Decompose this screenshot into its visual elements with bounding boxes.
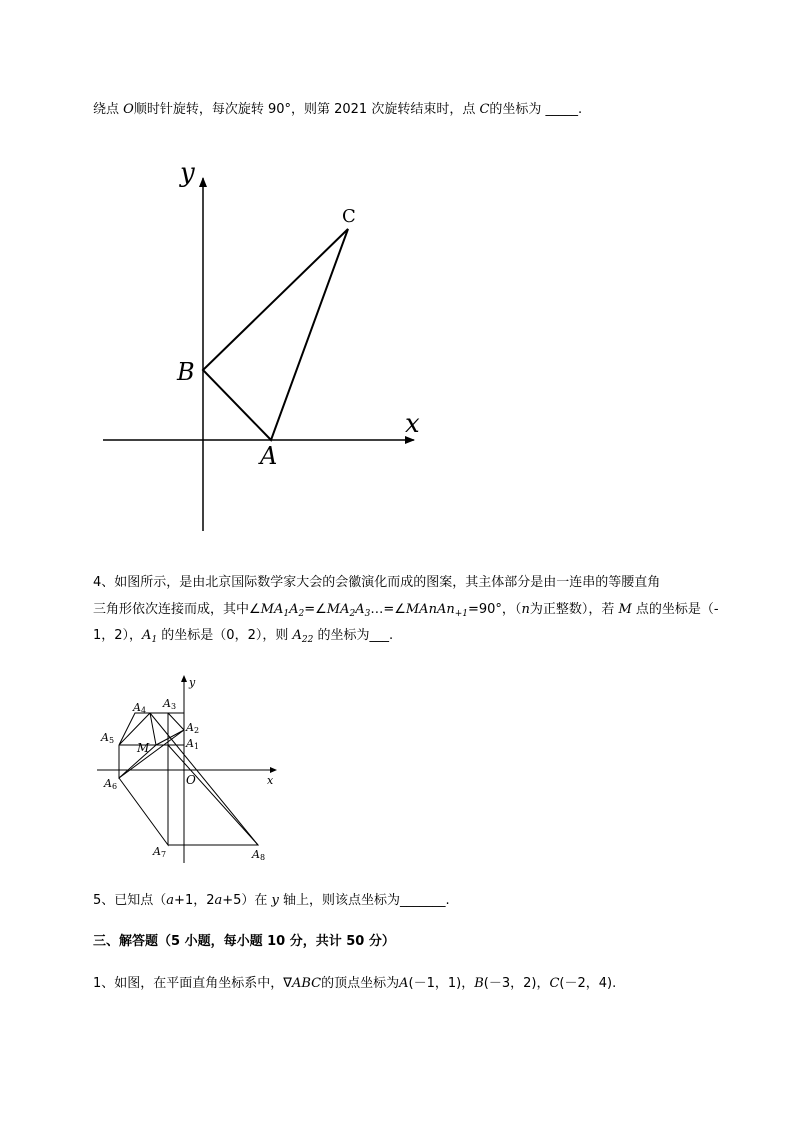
figure-2-spiral-diagram	[97, 676, 276, 863]
q3-text	[93, 101, 582, 119]
fig2-a1-label: A	[186, 737, 194, 750]
fig1-x-label: x	[405, 409, 420, 439]
fig1-y-label: y	[180, 158, 195, 188]
s3-q1-text: 1、如图，在平面直角坐标系中，∇ABC的顶点坐标为A(－1，1)，B(－3，2)，C(－2，4).	[93, 976, 617, 991]
svg-text:1: 1	[194, 742, 200, 751]
fig2-a4-label: A	[133, 701, 141, 714]
fig2-line-a6-a2	[119, 730, 184, 778]
svg-text:5: 5	[109, 736, 115, 745]
q4-line-1: 4、如图所示，是由北京国际数学家大会的会徽演化而成的图案，其主体部分是由一连串的等腰直角	[93, 575, 661, 590]
fig2-y-label: y	[189, 676, 196, 689]
fig1-c-label: C	[342, 206, 356, 227]
svg-text:2: 2	[194, 726, 200, 735]
svg-text:3: 3	[171, 702, 177, 711]
fig2-a2-label: A	[186, 721, 194, 734]
svg-text:6: 6	[112, 782, 118, 791]
fig2-tri-3	[150, 713, 168, 745]
svg-text:7: 7	[161, 850, 167, 859]
fig2-a5-label: A	[101, 731, 109, 744]
fig2-a3-label: A	[163, 697, 171, 710]
q3-text-2: 顺时针旋转，每次旋转 90°，则第 2021 次旋转结束时，点	[133, 102, 480, 117]
fig2-a8-label: A	[252, 848, 260, 861]
fig2-line-a4-a8	[150, 713, 258, 845]
fig2-tri-4	[119, 713, 150, 745]
fig2-a7-label: A	[153, 845, 161, 858]
q3-text-3: 的坐标为 _____.	[489, 102, 583, 117]
q3-text-1: 绕点	[93, 102, 124, 117]
fig2-labels	[100, 676, 274, 862]
fig2-tri-6	[119, 713, 168, 845]
svg-text:8: 8	[260, 853, 266, 862]
svg-text:4: 4	[141, 706, 147, 715]
fig2-tri-7	[168, 745, 258, 845]
q5-text: 5、已知点（a+1，2a+5）在 y 轴上，则该点坐标为_______.	[93, 893, 450, 908]
fig1-b-label: B	[177, 358, 195, 386]
q4-line-3: 1，2），$A_1$ 的坐标是（0，2），则 $A_{22}$ 的坐标为___.	[93, 628, 394, 645]
point-c: C	[479, 102, 490, 117]
fig2-o-label: O	[186, 773, 196, 787]
fig2-tri-5	[119, 745, 156, 778]
fig1-a-label: A	[260, 442, 278, 470]
fig2-a6-label: A	[104, 777, 112, 790]
section-3-heading: 三、解答题（5 小题，每小题 10 分，共计 50 分）	[93, 934, 395, 949]
fig2-m-label: M	[137, 741, 150, 755]
q4-line-2: 三角形依次连接而成，其中$\angle MA_1A_2=\angle MA_2A_3\dots=\angle MAnAn_{+1}=90^\circ$，（n为正整数），若 M 点的坐标是（-	[93, 602, 719, 619]
point-o: O	[123, 102, 134, 117]
fig2-tri-2	[168, 713, 184, 730]
triangle-abc	[203, 229, 348, 440]
fig2-tri-1	[156, 730, 184, 745]
fig2-x-label: x	[267, 774, 274, 787]
